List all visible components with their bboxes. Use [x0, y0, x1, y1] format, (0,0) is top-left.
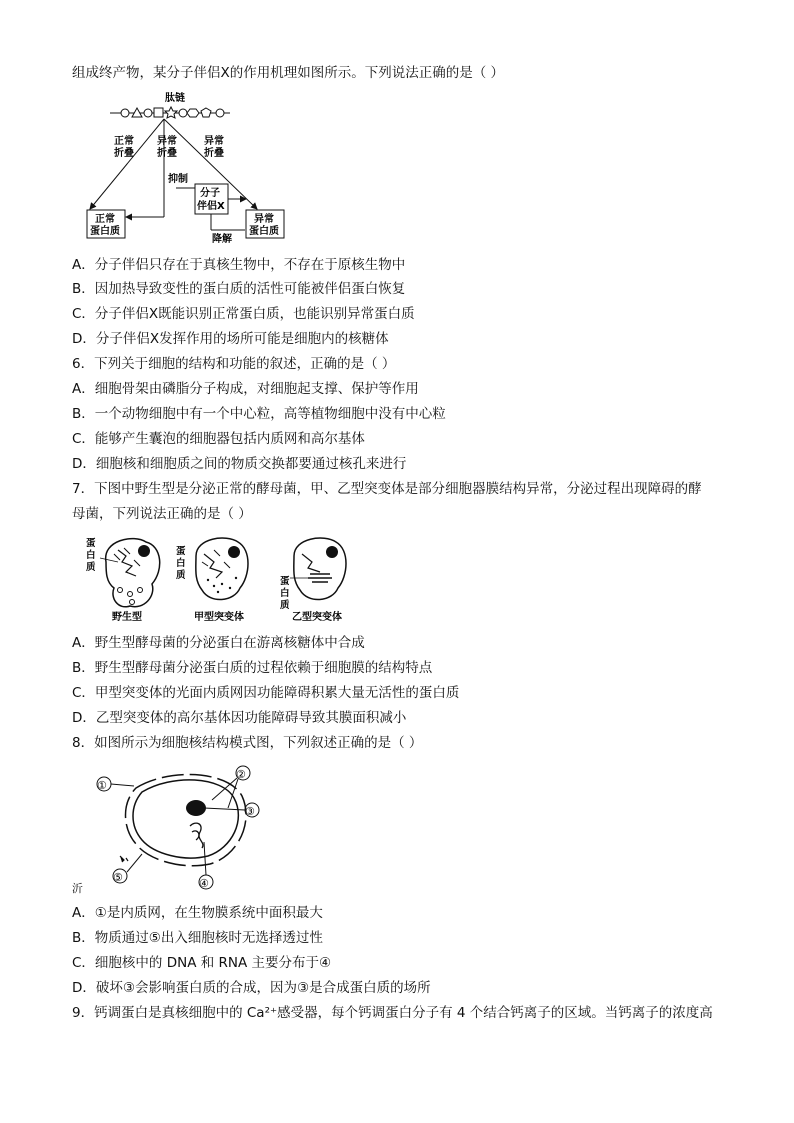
mutant-b-label: 乙型突变体: [292, 612, 342, 623]
q9-stem: 9．钙调蛋白是真核细胞中的 Ca²⁺感受器，每个钙调蛋白分子有 4 个结合钙离子的区域。当钙离子的浓度高: [72, 1005, 713, 1021]
wild-type-cell: [86, 537, 160, 623]
q7-option-c: C．甲型突变体的光面内质网因功能障碍积累大量无活性的蛋白质: [72, 685, 460, 701]
q8-option-b: B．物质通过⑤出入细胞核时无选择透过性: [72, 930, 323, 946]
chaperone-x-label: 分子伴侣X: [197, 188, 225, 212]
q8-stem: 8．如图所示为细胞核结构模式图，下列叙述正确的是（ ）: [72, 735, 423, 751]
q7-stem-line2: 母菌，下列说法正确的是（ ）: [72, 506, 252, 522]
svg-text:异常蛋白质: 异常蛋白质: [249, 214, 279, 237]
mutant-b-cell: [280, 538, 346, 623]
q7-option-d: D．乙型突变体的高尔基体因功能障碍导致其膜面积减小: [72, 710, 407, 726]
peptide-chain: [110, 107, 230, 118]
mutant-a-label: 甲型突变体: [194, 612, 244, 623]
q6-option-d: D．细胞核和细胞质之间的物质交换都要通过核孔来进行: [72, 456, 407, 472]
abnormal-fold-mid-label: 异常折叠: [157, 136, 177, 159]
q6-option-b: B．一个动物细胞中有一个中心粒，高等植物细胞中没有中心粒: [72, 406, 446, 422]
svg-text:蛋白质: 蛋白质: [86, 538, 96, 573]
label-3: ③: [245, 805, 255, 818]
q7-option-a: A．野生型酵母菌的分泌蛋白在游离核糖体中合成: [72, 635, 365, 651]
label-5: ⑤: [113, 871, 123, 884]
q8-option-c: C．细胞核中的 DNA 和 RNA 主要分布于④: [72, 955, 332, 971]
abnormal-fold-right-label: 异常折叠: [204, 136, 224, 159]
yeast-secretion-diagram: [84, 532, 364, 624]
chromatin: [190, 823, 203, 848]
q5-option-b: B．因加热导致变性的蛋白质的活性可能被伴侣蛋白恢复: [72, 281, 406, 297]
svg-text:正常蛋白质: 正常蛋白质: [90, 214, 120, 237]
q7-stem-line1: 7．下图中野生型是分泌正常的酵母菌，甲、乙型突变体是部分细胞器膜结构异常，分泌过程出现障碍的酵: [72, 481, 702, 497]
nucleolus: [186, 800, 206, 816]
label-4: ④: [199, 877, 209, 890]
nucleus-structure-diagram: [72, 762, 272, 898]
q6-stem: 6．下列关于细胞的结构和功能的叙述，正确的是（ ）: [72, 356, 396, 372]
wild-type-label: 野生型: [112, 612, 142, 623]
degrade-label: 降解: [212, 234, 232, 244]
q5-option-d: D．分子伴侣X发挥作用的场所可能是细胞内的核糖体: [72, 331, 389, 347]
label-2: ②: [236, 768, 246, 781]
chaperone-mechanism-diagram: [80, 92, 295, 244]
q5-intro: 组成终产物，某分子伴侣X的作用机理如图所示。下列说法正确的是（ ）: [72, 65, 505, 81]
peptide-label: 肽链: [165, 93, 185, 104]
q5-option-a: A．分子伴侣只存在于真核生物中，不存在于原核生物中: [72, 257, 406, 273]
corner-mark: 沂: [72, 882, 83, 895]
inhibit-label: 抑制: [168, 174, 188, 185]
mutant-a-cell: [176, 538, 248, 623]
q6-option-c: C．能够产生囊泡的细胞器包括内质网和高尔基体: [72, 431, 365, 447]
q7-option-b: B．野生型酵母菌分泌蛋白质的过程依赖于细胞膜的结构特点: [72, 660, 433, 676]
svg-text:蛋白质: 蛋白质: [280, 576, 290, 611]
label-1: ①: [97, 779, 107, 792]
q5-option-c: C．分子伴侣X既能识别正常蛋白质，也能识别异常蛋白质: [72, 306, 415, 322]
normal-fold-label: 正常折叠: [114, 136, 134, 159]
q8-option-d: D．破坏③会影响蛋白质的合成，因为③是合成蛋白质的场所: [72, 980, 431, 996]
q8-option-a: A．①是内质网，在生物膜系统中面积最大: [72, 905, 323, 921]
q6-option-a: A．细胞骨架由磷脂分子构成，对细胞起支撑、保护等作用: [72, 381, 419, 397]
svg-text:蛋白质: 蛋白质: [176, 546, 186, 581]
